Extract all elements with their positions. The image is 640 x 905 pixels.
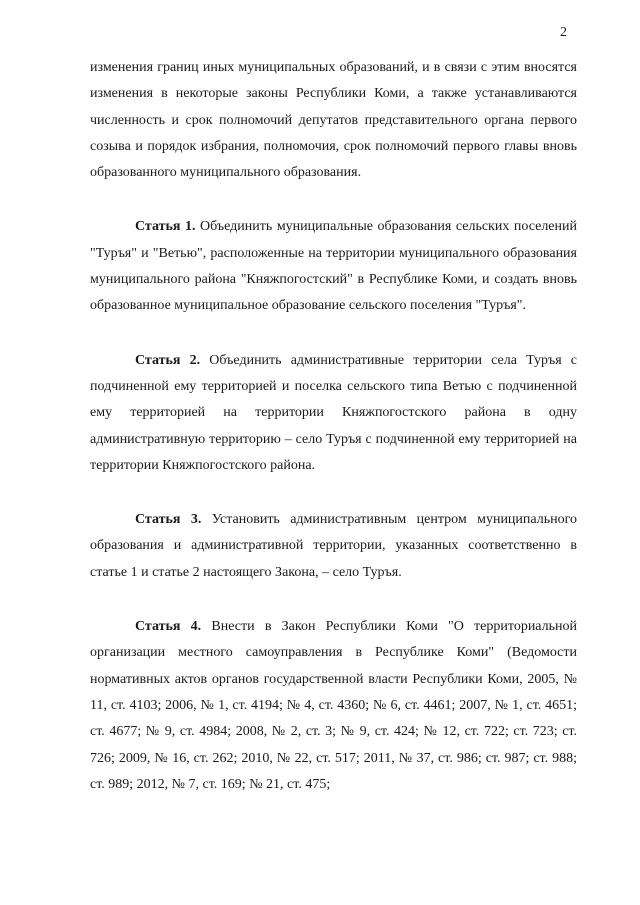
spacer (90, 186, 577, 214)
article-3 (90, 507, 577, 586)
page-number: 2 (560, 25, 567, 40)
document-body (90, 55, 577, 798)
spacer (90, 586, 577, 614)
article-1-heading: Статья 1. (135, 219, 196, 235)
spacer (90, 320, 577, 348)
article-4-heading: Статья 4. (135, 619, 202, 635)
spacer (90, 479, 577, 507)
intro-paragraph: изменения границ иных муниципальных образований, и в связи с этим вносятся изменения в некоторые законы Республики Коми, а также устанавливаются численность и срок полномочий депутатов представительного органа первого созыва и порядок избрания, полномочия, срок полномочий первого главы вновь образованного муниципального образования. (90, 60, 577, 181)
article-2 (90, 348, 577, 479)
article-2-heading: Статья 2. (135, 352, 201, 368)
article-3-text: Установить административным центром муниципального образования и административной территории, указанных соответственно в статье 1 и статье 2 настоящего Закона, – село Туръя. (90, 512, 578, 580)
article-3-heading: Статья 3. (135, 512, 202, 528)
article-2-text: Объединить административные территории села Туръя с подчиненной ему территорией и поселка сельского типа Ветью с подчиненной ему территорией на территории Княжпогостского района в одну административную территорию – село Туръя с подчиненной ему территорией на территории Княжпогостского района. (90, 352, 578, 473)
article-4 (90, 614, 577, 798)
article-4-text: Внести в Закон Республики Коми "О территориальной организации местного самоуправления в Республике Коми" (Ведомости нормативных актов органов государственной власти Республики Коми, 2005, № 11, ст. 4103; 2006, № 1, ст. 4194; № 4, ст. 4360; № 6, ст. 4461; 2007, № 1, ст. 4651; ст. 4677; № 9, ст. 4984; 2008, № 2, ст. 3; № 9, ст. 424; № 12, ст. 722; ст. 723; ст. 726; 2009, № 16, ст. 262; 2010, № 22, ст. 517; 2011, № 37, ст. 986; ст. 987; ст. 988; ст. 989; 2012, № 7, ст. 169; № 21, ст. 475; (90, 619, 577, 792)
article-1 (90, 214, 577, 319)
article-1-text: Объединить муниципальные образования сельских поселений "Туръя" и "Ветью", расположенные на территории муниципального образования муниципального района "Княжпогостский" в Республике Коми, и создать вновь образованное муниципальное образование сельского поселения "Туръя". (90, 219, 577, 314)
